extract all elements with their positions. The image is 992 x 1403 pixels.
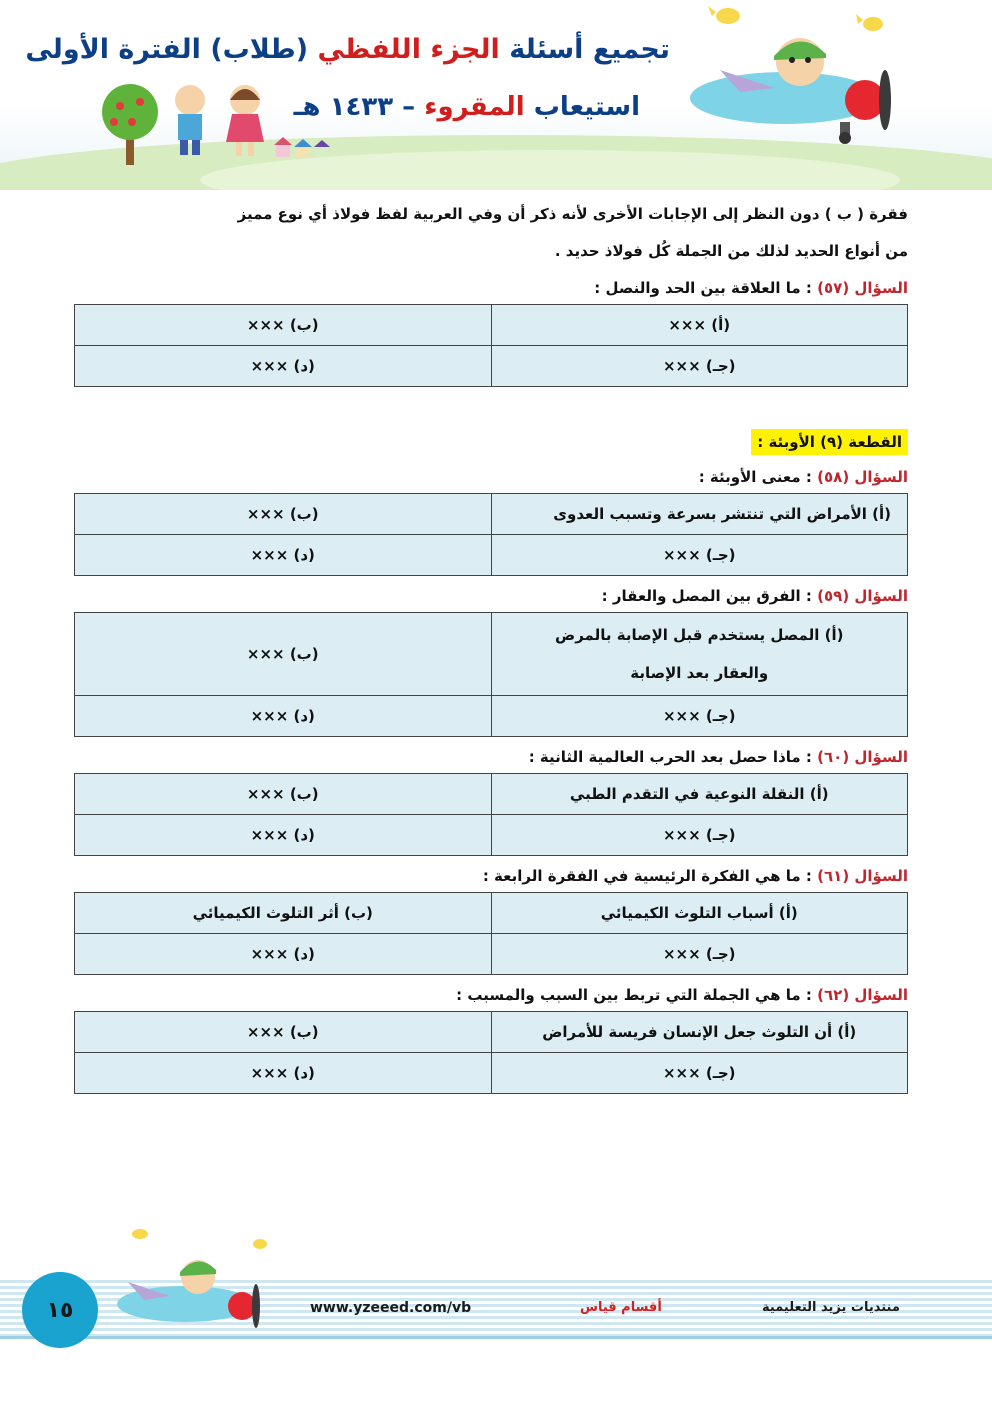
option-c[interactable]: (جـ) ××× <box>491 535 908 576</box>
option-b[interactable]: (ب) ××× <box>75 1012 492 1053</box>
option-b[interactable]: (ب) ××× <box>75 494 492 535</box>
option-a[interactable]: (أ) الأمراض التي تنتشر بسرعة وتسبب العدوى <box>491 494 908 535</box>
footer-forum-name: منتديات يزيد التعليمية <box>762 1300 900 1315</box>
question-59 <box>74 580 908 612</box>
question-text: : ماذا حصل بعد الحرب العالمية الثانية : <box>528 748 818 766</box>
table-row <box>75 494 908 535</box>
option-a[interactable]: (أ) النقلة النوعية في التقدم الطبي <box>491 774 908 815</box>
question-57 <box>74 272 908 304</box>
option-c[interactable]: (جـ) ××× <box>491 346 908 387</box>
question-text: : ما هي الجملة التي تربط بين السبب والمسبب : <box>456 986 818 1004</box>
table-row <box>75 305 908 346</box>
option-b[interactable]: (ب) ××× <box>75 774 492 815</box>
option-a-line-2: والعقار بعد الإصابة <box>630 664 769 682</box>
question-62 <box>74 979 908 1011</box>
question-text: : ما العلاقة بين الحد والنصل : <box>594 279 818 297</box>
option-a-line-1: (أ) المصل يستخدم قبل الإصابة بالمرض <box>555 626 844 644</box>
page-subtitle <box>293 92 640 122</box>
question-60 <box>74 741 908 773</box>
table-row <box>75 934 908 975</box>
subtitle-highlight: المقروء <box>424 92 525 122</box>
options-table-62 <box>74 1011 908 1094</box>
question-text: : ما هي الفكرة الرئيسية في الفقرة الرابعة : <box>482 867 818 885</box>
section-heading-wrap <box>74 429 908 455</box>
option-a[interactable] <box>491 613 908 696</box>
option-d[interactable]: (د) ××× <box>75 934 492 975</box>
table-row <box>75 1012 908 1053</box>
intro-line-1: فقرة ( ب ) دون النظر إلى الإجابات الأخرى لأنه ذكر أن وفي العربية لفظ فولاذ أي نوع مميز <box>237 205 908 223</box>
table-row <box>75 696 908 737</box>
question-58 <box>74 461 908 493</box>
table-row <box>75 346 908 387</box>
question-label: السؤال (٦٠) <box>817 748 908 766</box>
options-table-57 <box>74 304 908 387</box>
option-b[interactable]: (ب) أثر التلوث الكيميائي <box>75 893 492 934</box>
options-table-58 <box>74 493 908 576</box>
table-row <box>75 613 908 696</box>
option-b[interactable]: (ب) ××× <box>75 613 492 696</box>
houses-illustration <box>272 135 332 160</box>
kids-illustration <box>160 80 280 160</box>
airplane-illustration <box>690 30 910 145</box>
option-d[interactable]: (د) ××× <box>75 346 492 387</box>
page-header <box>0 0 992 190</box>
option-a[interactable]: (أ) ××× <box>491 305 908 346</box>
option-b[interactable]: (ب) ××× <box>75 305 492 346</box>
subtitle-part1: استيعاب <box>524 92 640 122</box>
option-c[interactable]: (جـ) ××× <box>491 1053 908 1094</box>
options-table-59 <box>74 612 908 737</box>
question-label: السؤال (٥٧) <box>817 279 908 297</box>
question-text: : معنى الأوبئة : <box>698 468 818 486</box>
title-part2: (طلاب) الفترة الأولى <box>25 34 318 65</box>
option-a[interactable]: (أ) أن التلوث جعل الإنسان فريسة للأمراض <box>491 1012 908 1053</box>
table-row <box>75 535 908 576</box>
footer-site-link[interactable]: www.yzeeed.com/vb <box>310 1300 472 1316</box>
question-label: السؤال (٥٨) <box>817 468 908 486</box>
footer-airplane-illustration <box>110 1222 280 1342</box>
title-part1: تجميع أسئلة <box>499 34 670 65</box>
footer-section-label: أقسام قياس <box>580 1300 662 1315</box>
option-d[interactable]: (د) ××× <box>75 696 492 737</box>
page-title <box>25 34 670 65</box>
options-table-60 <box>74 773 908 856</box>
table-row <box>75 815 908 856</box>
table-row <box>75 774 908 815</box>
options-table-61 <box>74 892 908 975</box>
question-text: : الفرق بين المصل والعقار : <box>601 587 818 605</box>
option-a[interactable]: (أ) أسباب التلوث الكيميائي <box>491 893 908 934</box>
option-d[interactable]: (د) ××× <box>75 815 492 856</box>
intro-paragraph <box>74 196 908 270</box>
question-61 <box>74 860 908 892</box>
option-c[interactable]: (جـ) ××× <box>491 696 908 737</box>
page-content <box>74 196 908 1094</box>
intro-line-2: من أنواع الحديد لذلك من الجملة كُل فولاذ حديد . <box>554 242 908 260</box>
subtitle-part2: – ١٤٣٣ هـ <box>293 92 425 122</box>
page-footer <box>0 1272 992 1403</box>
question-label: السؤال (٦١) <box>817 867 908 885</box>
section-heading: القطعة (٩) الأوبئة : <box>751 429 908 455</box>
question-label: السؤال (٦٢) <box>817 986 908 1004</box>
table-row <box>75 1053 908 1094</box>
option-c[interactable]: (جـ) ××× <box>491 815 908 856</box>
option-d[interactable]: (د) ××× <box>75 1053 492 1094</box>
table-row <box>75 893 908 934</box>
page-number: ١٥ <box>22 1272 98 1348</box>
option-c[interactable]: (جـ) ××× <box>491 934 908 975</box>
title-highlight: الجزء اللفظي <box>317 34 500 65</box>
question-label: السؤال (٥٩) <box>817 587 908 605</box>
option-d[interactable]: (د) ××× <box>75 535 492 576</box>
